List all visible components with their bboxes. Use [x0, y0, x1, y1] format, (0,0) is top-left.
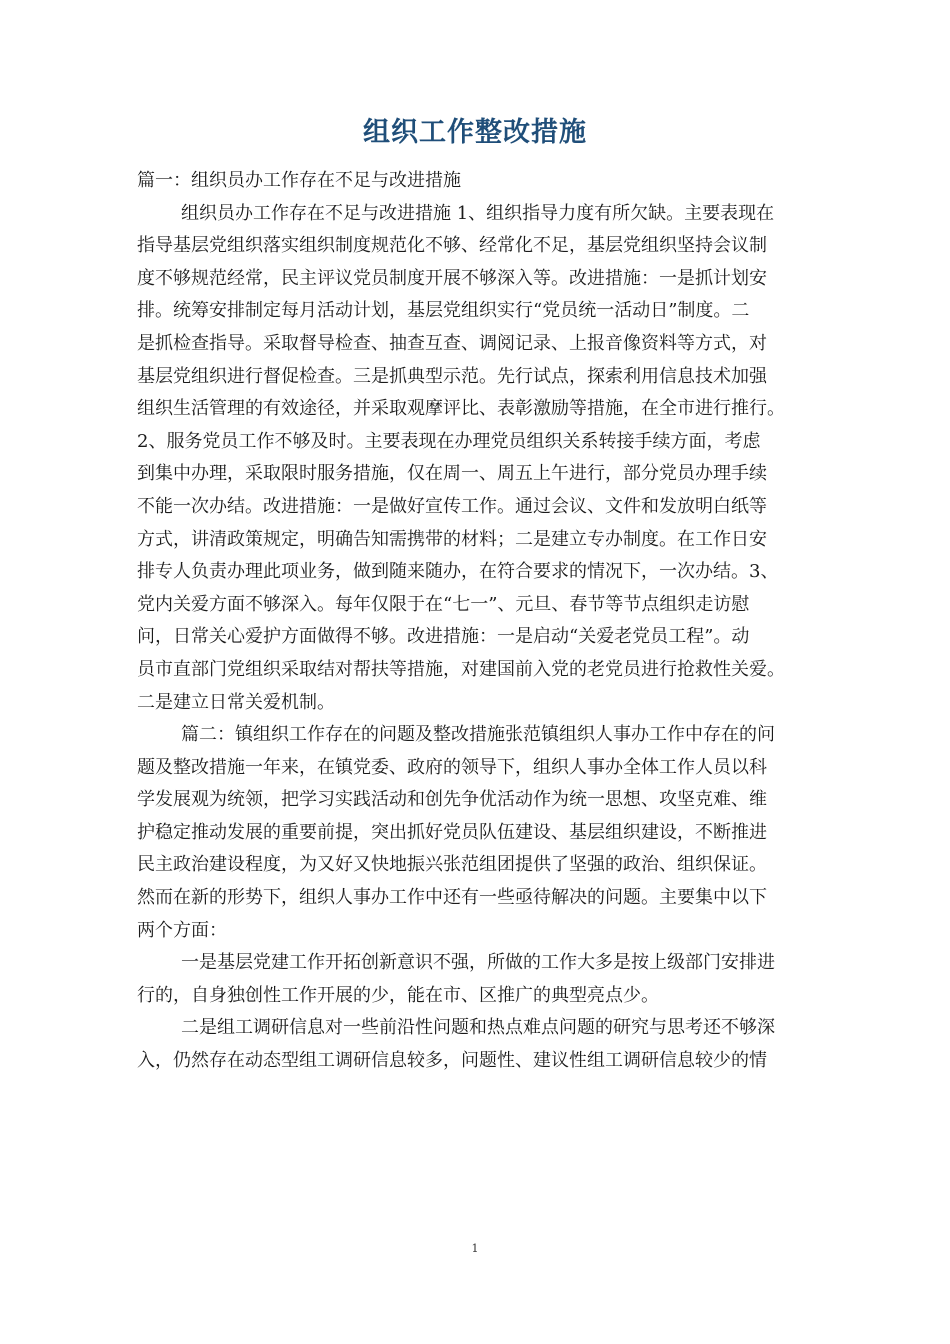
- page-number: 1: [471, 1242, 479, 1255]
- text-line: 不能一次办结。改进措施：一是做好宣传工作。通过会议、文件和发放明白纸等: [137, 495, 767, 517]
- text-line: 二是建立日常关爱机制。: [137, 691, 335, 713]
- text-line: 篇二：镇组织工作存在的问题及整改措施张范镇组织人事办工作中存在的问: [181, 724, 775, 746]
- text-line: 两个方面：: [137, 919, 227, 941]
- text-line: 是抓检查指导。采取督导检查、抽查互查、调阅记录、上报音像资料等方式，对: [137, 332, 767, 354]
- text-line: 一是基层党建工作开拓创新意识不强，所做的工作大多是按上级部门安排进: [181, 952, 775, 974]
- text-line: 方式，讲清政策规定，明确告知需携带的材料；二是建立专办制度。在工作日安: [137, 528, 767, 550]
- text-line: 篇一：组织员办工作存在不足与改进措施: [137, 170, 461, 191]
- text-line: 二是组工调研信息对一些前沿性问题和热点难点问题的研究与思考还不够深: [181, 1017, 775, 1039]
- text-line: 入，仍然存在动态型组工调研信息较多，问题性、建议性组工调研信息较少的情: [137, 1050, 767, 1072]
- text-line: 护稳定推动发展的重要前提，突出抓好党员队伍建设、基层组织建设，不断推进: [137, 821, 767, 843]
- text-line: 行的，自身独创性工作开展的少，能在市、区推广的典型亮点少。: [137, 984, 659, 1006]
- text-line: 问，日常关心爱护方面做得不够。改进措施：一是启动“关爱老党员工程”。动: [137, 626, 750, 648]
- text-line: 然而在新的形势下，组织人事办工作中还有一些亟待解决的问题。主要集中以下: [137, 887, 767, 909]
- text-line: 员市直部门党组织采取结对帮扶等措施，对建国前入党的老党员进行抢救性关爱。: [137, 658, 785, 680]
- text-line: 度不够规范经常，民主评议党员制度开展不够深入等。改进措施：一是抓计划安: [137, 267, 767, 289]
- text-line: 党内关爱方面不够深入。每年仅限于在“七一”、元旦、春节等节点组织走访慰: [137, 593, 750, 615]
- text-line: 组织员办工作存在不足与改进措施 1、组织指导力度有所欠缺。主要表现在: [181, 202, 775, 224]
- text-line: 排专人负责办理此项业务，做到随来随办，在符合要求的情况下，一次办结。3、: [137, 561, 779, 583]
- text-line: 基层党组织进行督促检查。三是抓典型示范。先行试点，探索利用信息技术加强: [137, 365, 767, 387]
- text-line: 2、服务党员工作不够及时。主要表现在办理党员组织关系转接手续方面，考虑: [137, 430, 761, 452]
- page-title: 组织工作整改措施: [363, 117, 587, 148]
- document-body: [137, 165, 822, 1078]
- text-line: 题及整改措施一年来，在镇党委、政府的领导下，组织人事办全体工作人员以科: [137, 756, 767, 778]
- text-line: 到集中办理，采取限时服务措施，仅在周一、周五上午进行，部分党员办理手续: [137, 463, 767, 485]
- text-line: 组织生活管理的有效途径，并采取观摩评比、表彰激励等措施，在全市进行推行。: [137, 398, 785, 420]
- text-line: 指导基层党组织落实组织制度规范化不够、经常化不足，基层党组织坚持会议制: [137, 235, 767, 257]
- text-line: 民主政治建设程度，为又好又快地振兴张范组团提供了坚强的政治、组织保证。: [137, 854, 767, 876]
- text-line: 排。统筹安排制定每月活动计划，基层党组织实行“党员统一活动日”制度。二: [137, 300, 750, 322]
- text-line: 学发展观为统领，把学习实践活动和创先争优活动作为统一思想、攻坚克难、维: [137, 789, 767, 811]
